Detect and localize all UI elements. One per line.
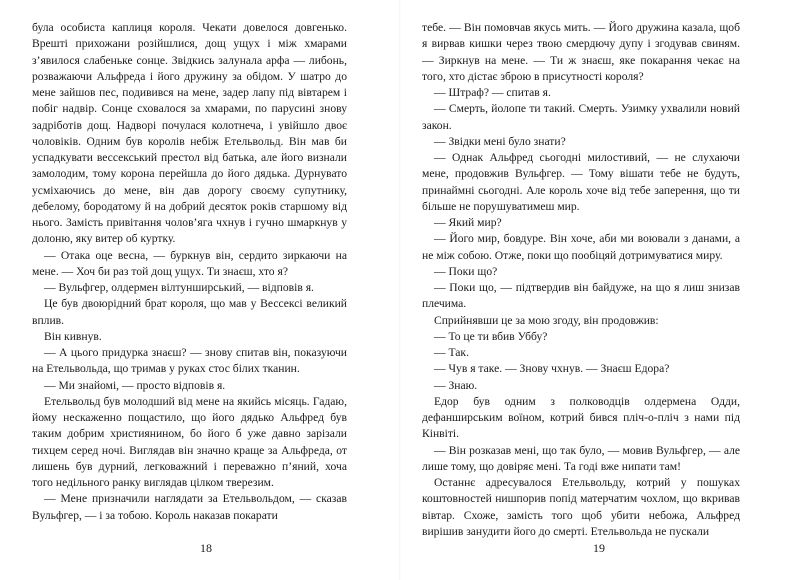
paragraph: — Штраф? — спитав я. <box>434 86 551 99</box>
paragraph: — Однак Альфред сьогодні милостивий, — не слухаючи мене, продовжив Вульфгер. — Тому вішати тебе не будуть, принаймні сьогодні. Але король хоче від тебе заперення, що ти більше не порушуватимеш мир. <box>422 151 740 213</box>
paragraph: — Поки що, — підтвердив він байдуже, на що я лиш знизав плечима. <box>422 281 740 311</box>
paragraph: — Звідки мені було знати? <box>434 134 566 148</box>
paragraph: — Він розказав мені, що так було, — мовив Вульфгер, — але лише тому, що довіряє мені. Та годі вже нипати там! <box>422 443 740 473</box>
paragraph: — Який мир? <box>434 216 502 229</box>
paragraph: тебе. — Він помовчав якусь мить. — Його дружина казала, щоб я вирвав кишки через твою смердючу дупу і згодував свиням. — Зиркнув на мене. — Ти ж знаєш, яке покарання чекає на того, хто дістає зброю в присутності короля? <box>422 21 740 83</box>
paragraph: — Вульфгер, олдермен вілтунширський, — відповів я. <box>44 281 314 294</box>
paragraph: Етельвольд був молодший від мене на якийсь місяць. Гадаю, йому нескаженно пощастило, що його дядько Альфред був таким добрим християнином, бо його б уже давно зарізали тихцем серед ночі. Виглядав він значно краще за Альфреда, от лишень був дурний, легковажний і переважно п’яний, хоча того недільного ранку виглядав цілком тверезим. <box>32 394 347 489</box>
paragraph: — Знаю. <box>434 378 478 392</box>
paragraph: Це був двоюрідний брат короля, що мав у Вессексі великий вплив. <box>32 297 347 327</box>
paragraph: — Його мир, бовдуре. Він хоче, аби ми воювали з данами, а не між собою. Отже, поки що пообіцяй дотримуватися миру. <box>422 232 740 262</box>
paragraph: — То це ти вбив Уббу? <box>434 329 548 343</box>
paragraph: Він кивнув. <box>44 329 102 343</box>
paragraph: — Мене призначили наглядати за Етельвольдом, — сказав Вульфгер, — і за тобою. Король наказав покарати <box>32 492 347 522</box>
paragraph: — Так. <box>434 346 469 359</box>
book-gutter <box>399 0 401 580</box>
page-number-right: 19 <box>593 541 605 555</box>
paragraph: Сприйнявши це за мою згоду, він продовжив: <box>434 313 659 327</box>
paragraph: — Ми знайомі, — просто відповів я. <box>44 378 226 392</box>
paragraph: — А цього придурка знаєш? — знову спитав він, показуючи на Етельвольда, що тримав у руках стос білих тканин. <box>32 346 347 376</box>
paragraph: — Поки що? <box>434 264 498 278</box>
paragraph: була особиста каплиця короля. Чекати довелося довгенько. Врешті прихожани розійшлися, дощ ущух і між хмарами з’явилося слабеньке сонце. Звідкись залунала арфа — либонь, розважаючи Альфреда і його дружину за обідом. У шатро до мене зайшов пес, подивився на мене, задер лапу під вівтарем і побіг надвір. Сонце сховалося за хмарами, по парусині знову задріботів дощ. Надворі почулася колотнеча, і увійшло двоє чоловіків. Одним був королів небіж Етельвольд. Він мав би успадкувати вессекський престол від батька, але його визнали замолодим, тому корона перейшла до його дядька. Дурнувато усміхаючись до мене, він дав дорогу своєму супутнику, дебелому, бородатому й на добрий десяток років старшому від нього. Замість привітання чолов’яга чхнув і гучно шмаркнув у долоню, яку витер об куртку. <box>32 21 347 246</box>
paragraph: — Смерть, йолопе ти такий. Смерть. Узимку ухвалили новий закон. <box>422 102 740 132</box>
paragraph: — Отака оце весна, — буркнув він, сердито зиркаючи на мене. — Хоч би раз той дощ ущух. Ти знаєш, хто я? <box>32 248 347 278</box>
page-number-left: 18 <box>200 541 212 555</box>
right-page <box>422 20 740 540</box>
paragraph: — Чув я таке. — Знову чхнув. — Знаєш Едора? <box>434 362 670 376</box>
paragraph: Останнє адресувалося Етельвольду, котрий у пошуках коштовностей нишпорив попід матерчатим чохлом, що вкривав вівтар. Схоже, замість того щоб убити небожа, Альфред вирішив занудити його до смерті. Етельвольда не пускали <box>422 476 740 538</box>
paragraph: Едор був одним з полководців олдермена Одди, дефанширським воїном, котрий бився пліч-о-пліч з нами під Кінвіті. <box>422 394 740 441</box>
left-page <box>32 20 347 524</box>
